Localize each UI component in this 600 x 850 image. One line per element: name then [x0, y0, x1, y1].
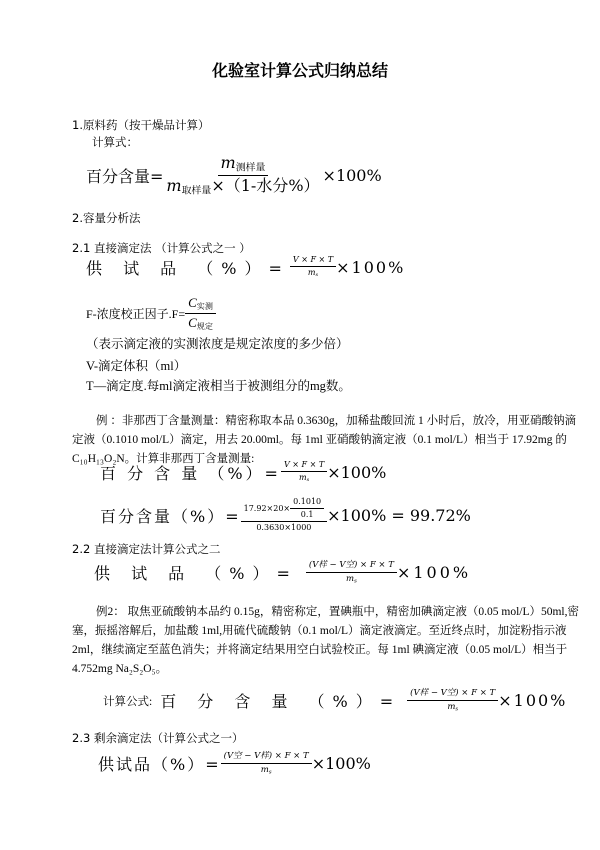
fraction	[407, 689, 498, 712]
formula-raw-material	[86, 155, 382, 197]
times-100: ×100%	[336, 258, 406, 277]
fraction	[241, 498, 328, 532]
example-1-paragraph: 例 ：非那西丁含量测量：精密称取本品 0.3630g，加稀盐酸回流 1 小时后，放冷，用亚硝酸钠滴定液（0.1010 mol/L）滴定，用去 20.00ml。每 1ml 亚硝酸钠滴定液（0.1 mol/L）相当于 17.92mg 的 C₁₀H₁₃O₂N。计算非那西丁含量测量:	[72, 415, 577, 465]
formula-lhs: 百分含量=	[86, 167, 164, 187]
numerator: V × F × T	[281, 461, 327, 472]
inner-fraction	[290, 498, 324, 519]
denominator: $m_s$	[307, 268, 319, 279]
formula-direct-titration-2	[94, 561, 471, 584]
section-1-heading: 1.原料药（按干燥品计算）	[72, 118, 210, 132]
numerator: $C_{实测}$	[185, 296, 216, 314]
numerator: (V样 − V空) × F × T	[306, 561, 397, 573]
page-title: 化验室计算公式归纳总结	[211, 61, 388, 80]
denominator: $m_s$	[346, 573, 357, 584]
inner-denominator: 0.1	[300, 510, 314, 519]
denominator: $m_s$	[260, 764, 272, 775]
fraction	[221, 752, 312, 775]
fraction	[163, 155, 322, 197]
formula-lhs: 供试品（%）=	[98, 755, 221, 775]
times-100: ×100%	[322, 166, 382, 186]
example-1-formula	[100, 461, 386, 484]
example-1-calculation	[100, 498, 471, 532]
f-def-label: F-浓度校正因子.F=	[86, 307, 186, 322]
section-2-heading: 2.容量分析法	[72, 211, 141, 225]
formula-lhs: 供 试 品 （%）=	[86, 259, 290, 278]
v-definition: V-滴定体积（ml）	[86, 359, 187, 373]
f-note: （表示滴定液的实测浓度是规定浓度的多少倍）	[86, 337, 349, 351]
times-100: ×100%	[311, 754, 371, 774]
denominator: $C_{规定}$	[188, 315, 213, 332]
section-1-calc-label: 计算式：	[92, 135, 138, 149]
times-100: ×100%	[327, 463, 387, 482]
numerator: 17.92×20× $\frac{0.1010}{0.1}$	[241, 498, 328, 522]
denominator: $m_s$	[299, 473, 310, 484]
numerator: V × F × T	[290, 256, 336, 267]
calc-result: ×100% = 99.72%	[327, 505, 471, 525]
formula-back-titration	[98, 752, 371, 775]
calc-label: 计算公式:	[103, 695, 153, 708]
formula-direct-titration	[86, 256, 405, 279]
inner-numerator: 0.1010	[290, 498, 324, 509]
numerator: $m_{测样量}$	[218, 155, 269, 176]
denominator: $m_s$	[447, 701, 459, 712]
denominator: 0.3630×1000	[256, 523, 312, 532]
formula-lhs: 百 分 含 量 （%）=	[100, 464, 281, 483]
times-100: ×100%	[396, 563, 472, 583]
formula-lhs: 供 试 品 （%）=	[94, 564, 298, 584]
times-100: ×100%	[498, 691, 568, 711]
example-2-formula	[103, 689, 567, 712]
fraction	[306, 561, 397, 584]
example-2-paragraph: 例2： 取焦亚硫酸钠本品约 0.15g，精密称定，置碘瓶中，精密加碘滴定液（0.05 mol/L）50ml,密塞，振摇溶解后，加盐酸 1ml,用硫代硫酸钠（0.1 mol/L）滴定液滴定。至近终点时，加淀粉指示液 2ml，继续滴定至蓝色消失；并将滴定结果用空白试验校正。每 1ml 碘滴定液（0.05 mol/L）相当于 4.752mg Na₂S₂O₅。	[72, 606, 579, 675]
fraction	[290, 256, 336, 278]
formula-lhs: 百分含量（%）=	[100, 506, 241, 526]
t-definition: T—滴定度.每ml滴定液相当于被测组分的mg数。	[86, 379, 351, 393]
formula-lhs: 百 分 含 量 （%）=	[160, 692, 402, 712]
section-2-2-heading: 2.2 直接滴定法计算公式之二	[72, 542, 221, 556]
denominator: $m_{取样量}\times(1-$水分%）	[166, 176, 320, 197]
numerator: (V空 − V样) × F × T	[221, 752, 312, 764]
fraction	[281, 461, 327, 483]
fraction	[185, 296, 216, 331]
section-2-3-heading: 2.3 剩余滴定法（计算公式之一）	[72, 731, 244, 745]
f-definition	[86, 296, 216, 331]
numerator: (V样 − V空) × F × T	[407, 689, 498, 701]
section-2-1-heading: 2.1 直接滴定法 （计算公式之一 ）	[72, 241, 251, 255]
